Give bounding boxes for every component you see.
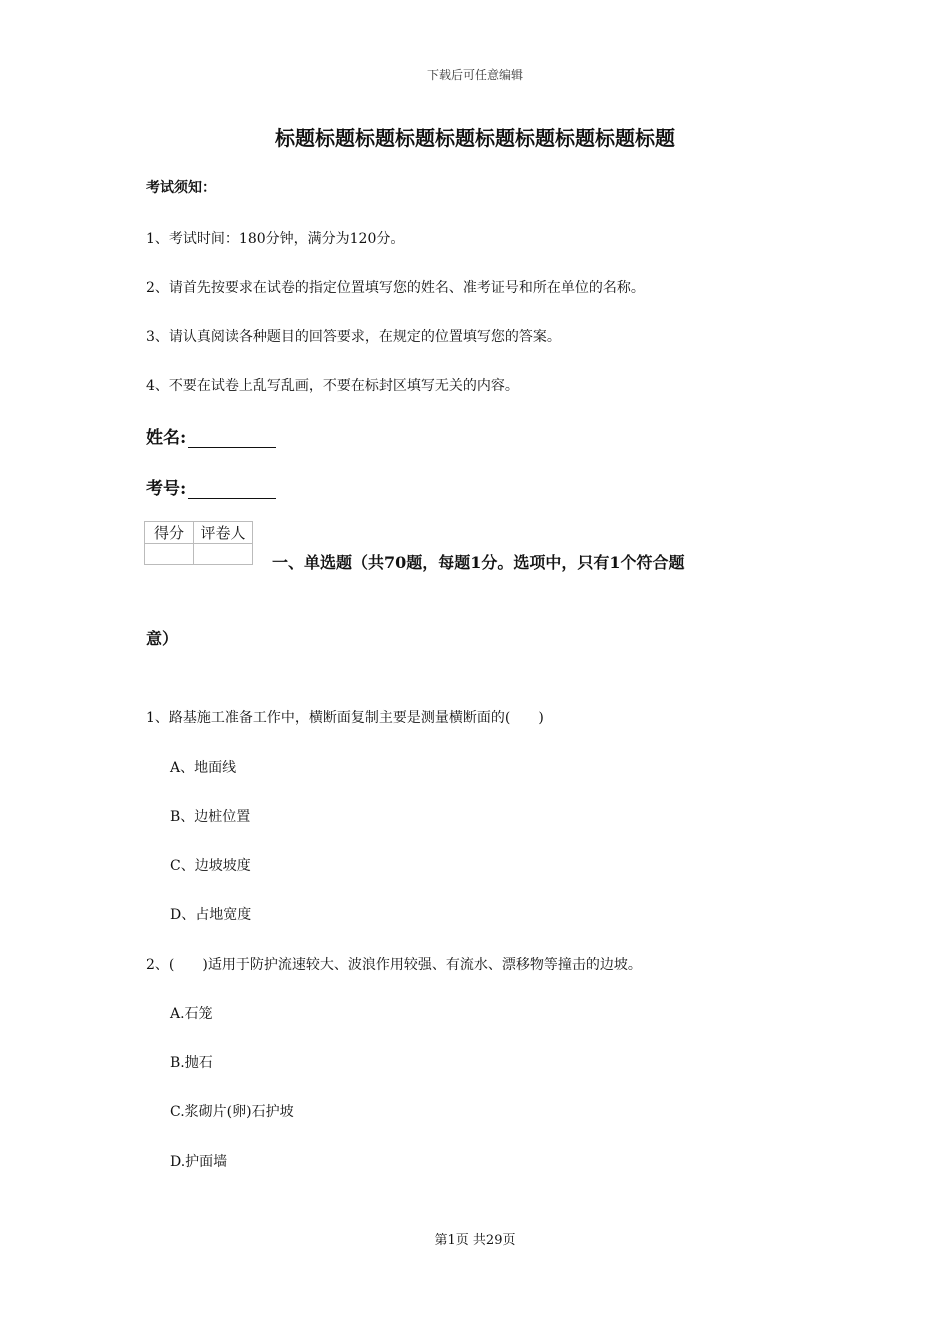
notice-item: 1、考试时间：180分钟，满分为120分。 xyxy=(146,231,405,247)
exam-id-field xyxy=(146,474,276,499)
question-stem: 2、( )适用于防护流速较大、波浪作用较强、有流水、漂移物等撞击的边坡。 xyxy=(146,957,642,973)
exam-id-blank-line[interactable] xyxy=(188,482,276,499)
score-header: 得分 xyxy=(145,522,194,544)
header-note: 下载后可任意编辑 xyxy=(426,68,523,82)
notice-item: 4、不要在试卷上乱写乱画，不要在标封区填写无关的内容。 xyxy=(146,378,519,394)
page-footer: 第1页 共29页 xyxy=(434,1233,516,1248)
option-item: A.石笼 xyxy=(170,1006,213,1022)
notice-heading: 考试须知： xyxy=(146,180,216,196)
option-item: B、边桩位置 xyxy=(170,809,251,825)
section-heading-continued: 意） xyxy=(146,629,179,648)
score-table xyxy=(144,521,253,565)
name-blank-line[interactable] xyxy=(188,431,276,448)
question-stem: 1、路基施工准备工作中，横断面复制主要是测量横断面的( ) xyxy=(146,710,544,726)
option-item: D、占地宽度 xyxy=(170,907,252,923)
grader-cell xyxy=(194,544,253,565)
option-item: C.浆砌片(卵)石护坡 xyxy=(170,1104,294,1120)
option-item: A、地面线 xyxy=(170,760,237,776)
grader-header: 评卷人 xyxy=(194,522,253,544)
name-label: 姓名: xyxy=(146,428,187,448)
section-heading: 一、单选题（共70题，每题1分。选项中，只有1个符合题 xyxy=(272,553,685,572)
exam-id-label: 考号: xyxy=(146,479,187,499)
notice-item: 2、请首先按要求在试卷的指定位置填写您的姓名、准考证号和所在单位的名称。 xyxy=(146,280,645,296)
name-field xyxy=(146,423,276,448)
score-cell xyxy=(145,544,194,565)
option-item: D.护面墙 xyxy=(170,1154,228,1170)
option-item: B.抛石 xyxy=(170,1055,213,1071)
option-item: C、边坡坡度 xyxy=(170,858,251,874)
notice-item: 3、请认真阅读各种题目的回答要求，在规定的位置填写您的答案。 xyxy=(146,329,561,345)
document-title: 标题标题标题标题标题标题标题标题标题标题 xyxy=(275,126,675,150)
